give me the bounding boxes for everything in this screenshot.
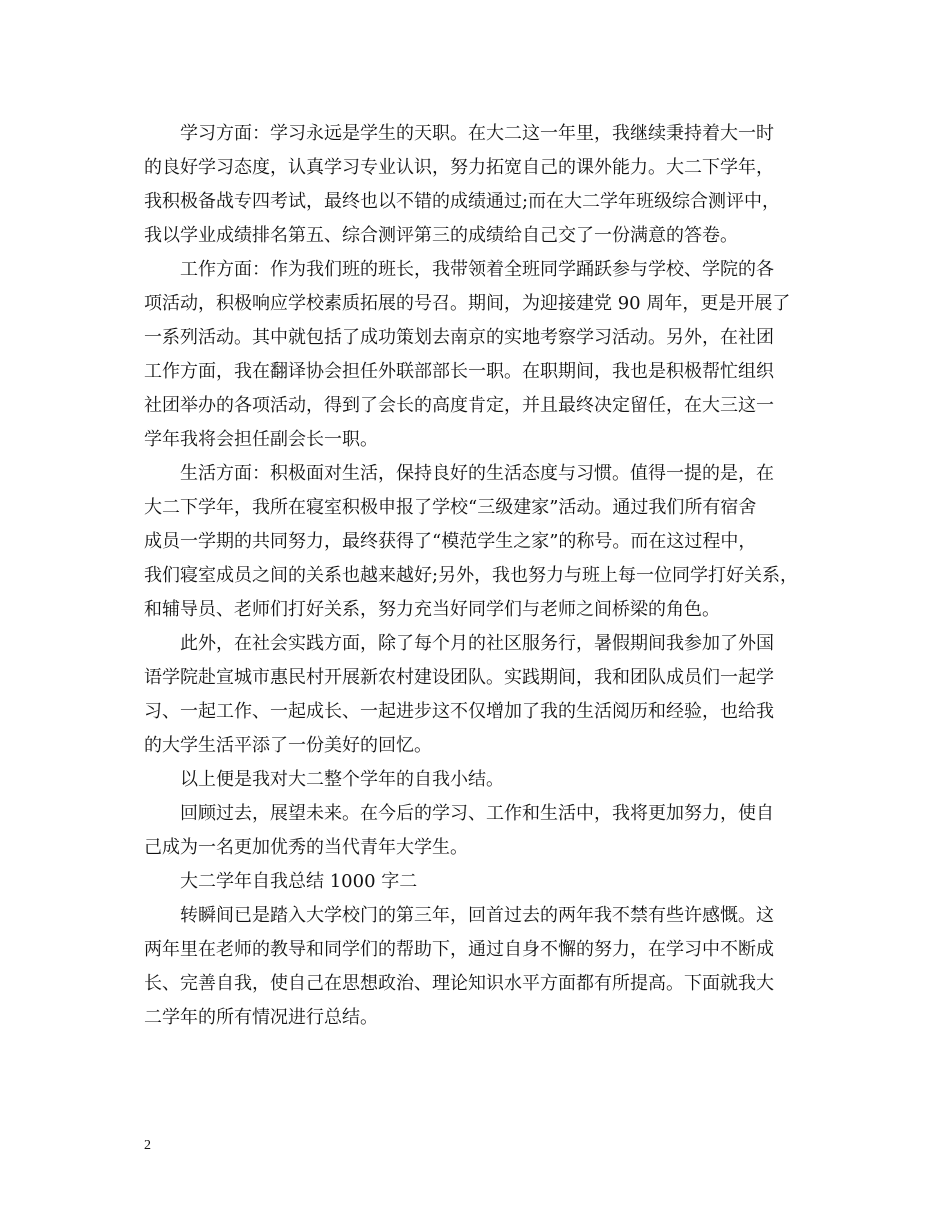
text-line: 长、完善自我，使自己在思想政治、理论知识水平方面都有所提高。下面就我大 [144,973,774,994]
text-line: 我积极备战专四考试，最终也以不错的成绩通过;而在大二学年班级综合测评中， [144,191,781,212]
text-line: 生活方面：积极面对生活，保持良好的生活态度与习惯。值得一提的是，在 [180,463,774,484]
text-line: 转瞬间已是踏入大学校门的第三年，回首过去的两年我不禁有些许感慨。这 [180,905,774,926]
text-line: 学年我将会担任副会长一职。 [144,429,378,450]
text-line: 此外，在社会实践方面，除了每个月的社区服务行，暑假期间我参加了外国 [180,633,774,654]
page-number: 2 [144,1138,151,1153]
document-body [144,117,828,1035]
text-line: 工作方面，我在翻译协会担任外联部部长一职。在职期间，我也是积极帮忙组织 [144,361,774,382]
text-line: 习、一起工作、一起成长、一起进步这不仅增加了我的生活阅历和经验，也给我 [144,701,774,722]
text-line: 二学年的所有情况进行总结。 [144,1007,378,1028]
text-line: 的良好学习态度，认真学习专业认识，努力拓宽自己的课外能力。大二下学年， [144,157,774,178]
text-line: 项活动，积极响应学校素质拓展的号召。期间，为迎接建党 90 周年，更是开展了 [144,293,791,314]
text-line: 语学院赴宣城市惠民村开展新农村建设团队。实践期间，我和团队成员们一起学 [144,667,774,688]
text-line: 工作方面：作为我们班的班长，我带领着全班同学踊跃参与学校、学院的各 [180,259,774,280]
text-line: 回顾过去，展望未来。在今后的学习、工作和生活中，我将更加努力，使自 [180,803,774,824]
text-line: 的大学生活平添了一份美好的回忆。 [144,735,432,756]
text-line: 己成为一名更加优秀的当代青年大学生。 [144,837,468,858]
text-line: 我们寝室成员之间的关系也越来越好;另外，我也努力与班上每一位同学打好关系， [144,565,799,586]
text-line: 大二下学年，我所在寝室积极申报了学校“三级建家”活动。通过我们所有宿舍 [144,497,757,518]
text-line: 我以学业成绩排名第五、综合测评第三的成绩给自己交了一份满意的答卷。 [144,225,738,246]
text-line: 以上便是我对大二整个学年的自我小结。 [180,769,504,790]
text-line: 和辅导员、老师们打好关系，努力充当好同学们与老师之间桥梁的角色。 [144,599,720,620]
text-line: 成员一学期的共同努力，最终获得了“模范学生之家”的称号。而在这过程中， [144,531,757,552]
text-line: 一系列活动。其中就包括了成功策划去南京的实地考察学习活动。另外，在社团 [144,327,774,348]
text-line: 社团举办的各项活动，得到了会长的高度肯定，并且最终决定留任，在大三这一 [144,395,774,416]
text-line: 两年里在老师的教导和同学们的帮助下，通过自身不懈的努力，在学习中不断成 [144,939,774,960]
text-line: 学习方面：学习永远是学生的天职。在大二这一年里，我继续秉持着大一时 [180,123,774,144]
text-line: 大二学年自我总结 1000 字二 [180,871,418,892]
